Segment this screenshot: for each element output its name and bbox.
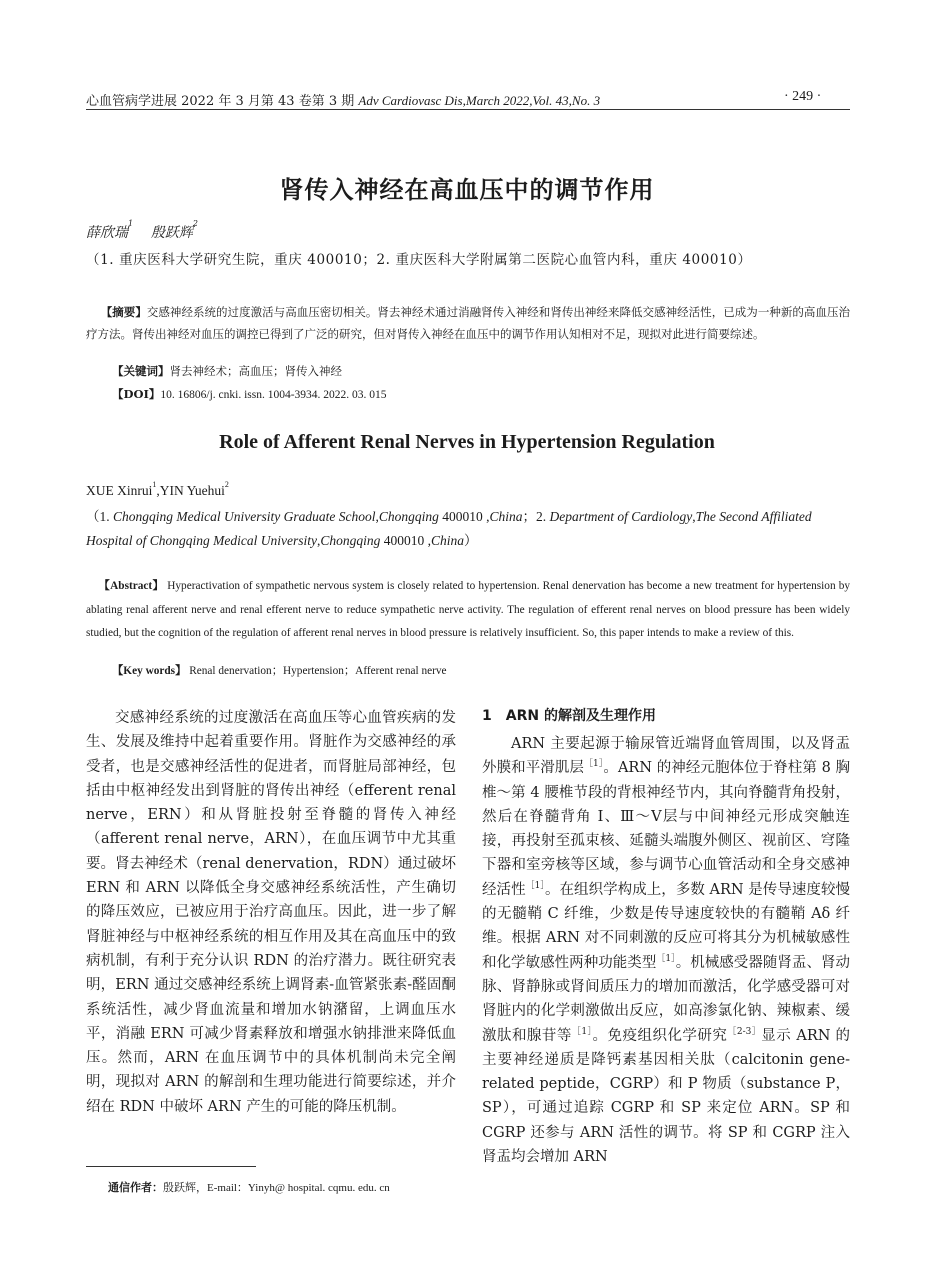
keywords-label: 【Key words】 xyxy=(112,665,187,677)
english-title: Role of Afferent Renal Nerves in Hypertension Regulation xyxy=(219,431,715,453)
body-text: 。ARN 的神经元胞体位于脊柱第 8 胸椎～第 4 腰椎节段的背根神经节内，其向脊髓背角投射，然后在脊髓背角 Ⅰ、Ⅲ～Ⅴ层与中间神经元形成突触连接，再投射至孤束核、延髓头端腹外侧区、视前区、穹隆下器和室旁核等区域，参与调节心血管活动和全身交感神经活性 xyxy=(482,760,850,898)
chinese-affiliation: （1. 重庆医科大学研究生院，重庆 400010；2. 重庆医科大学附属第二医院心血管内科，重庆 400010） xyxy=(86,252,752,268)
affil-marker: 2 xyxy=(224,480,229,489)
abstract-text: 交感神经系统的过度激活与高血压密切相关。肾去神经术通过消融肾传入神经和肾传出神经来降低交感神经活性，已成为一种新的高血压治疗方法。肾传出神经对血压的调控已得到了广泛的研究，但对肾传入神经在血压中的调节作用认知相对不足，现拟对此进行简要综述。 xyxy=(86,305,851,341)
body-text: 显示 ARN 的主要神经递质是降钙素基因相关肽（calcitonin gene-related peptide，CGRP）和 P 物质（substance P，SP），可通过追踪 CGRP 和 SP 来定位 ARN。SP 和 CGRP 还参与 ARN 活性的调节。将 SP 和 CGRP 注入肾盂均会增加 ARN xyxy=(482,1027,851,1166)
keywords-text: 肾去神经术；高血压；肾传入神经 xyxy=(169,364,342,378)
chinese-title: 肾传入神经在高血压中的调节作用 xyxy=(279,176,655,204)
keywords-label: 【关键词】 xyxy=(112,364,170,378)
footnote-rule xyxy=(86,1166,256,1167)
affil-marker: 2 xyxy=(192,219,198,228)
author-name: 殷跃辉 xyxy=(150,225,193,241)
corresponding-author xyxy=(108,1179,390,1195)
affil-marker: 1 xyxy=(128,219,134,228)
abstract-label: 【摘要】 xyxy=(100,305,147,319)
citation-marker: ［1］ xyxy=(656,953,676,964)
journal-citation-en: Adv Cardiovasc Dis xyxy=(358,93,463,108)
citation-marker: ［1］ xyxy=(525,880,545,891)
affil-text: Chongqing xyxy=(320,533,381,548)
author-name: YIN Yuehui xyxy=(159,483,225,498)
abstract-text: Hyperactivation of sympathetic nervous system is closely related to hypertension. Renal denervation has become a new treatment for hypertension by ablating renal afferent nerve and renal efferent nerve to reduce sympathetic nerve activity. The regulation of efferent renal nerves on blood pressure has been widely studied, but the cognition of the regulation of afferent renal nerves in blood pressure is relatively insufficient. So, this paper intends to make a review of this. xyxy=(86,580,851,639)
chinese-authors xyxy=(86,219,198,242)
citation-marker: ［2-3］ xyxy=(727,1026,762,1037)
page-number: · 249 · xyxy=(784,89,822,104)
journal-citation-cn: 心血管病学进展 2022 年 3 月第 43 卷第 3 期 xyxy=(86,94,355,109)
affil-text: , xyxy=(316,533,321,548)
affil-text: （1. xyxy=(86,509,113,524)
affil-text: Department of Cardiology xyxy=(549,509,693,524)
running-header xyxy=(86,90,600,109)
affil-text: , xyxy=(692,509,696,524)
journal-citation-en-rest: ,March 2022,Vol. 43,No. 3 xyxy=(462,93,601,108)
citation-marker: ［1］ xyxy=(583,759,604,770)
body-text: 。免疫组织化学研究 xyxy=(592,1027,728,1044)
author-name: 薛欣瑞 xyxy=(86,225,128,241)
english-keywords xyxy=(112,662,447,678)
doi-line xyxy=(112,386,387,402)
affil-text: ；2. xyxy=(522,509,550,524)
affil-text: Chongqing xyxy=(378,509,439,524)
affil-text: , xyxy=(375,509,379,524)
body-right-column xyxy=(482,732,850,1169)
citation-marker: ［1］ xyxy=(571,1026,593,1037)
english-abstract xyxy=(86,575,850,646)
affil-text: China xyxy=(489,509,523,524)
section-heading: 1 ARN 的解剖及生理作用 xyxy=(482,708,656,724)
affil-text: Chongqing Medical University Graduate School xyxy=(113,509,376,524)
footnote-label: 通信作者： xyxy=(108,1181,163,1194)
doi-value: 10. 16806/j. cnki. issn. 1004-3934. 2022. 03. 015 xyxy=(160,389,387,401)
footnote-text: 殷跃辉，E-mail：Yinyh@ hospital. cqmu. edu. cn xyxy=(163,1182,390,1194)
keywords-text: Renal denervation；Hypertension；Afferent renal nerve xyxy=(189,665,447,677)
english-affiliation xyxy=(86,505,852,553)
body-paragraph: 交感神经系统的过度激活在高血压等心血管疾病的发生、发展及维持中起着重要作用。肾脏作为交感神经的承受者，也是交感神经活性的促进者，而肾脏局部神经，包括由中枢神经发出到肾脏的肾传出神经（efferent renal nerve，ERN）和从肾脏投射至脊髓的肾传入神经（afferent renal nerve，ARN），在血压调节中尤其重要。肾去神经术（renal denervation，RDN）通过破坏 ERN 和 ARN 以降低全身交感神经系统活性，产生确切的降压效应，已被应用于治疗高血压。因此，进一步了解肾脏神经与中枢神经系统的相互作用及其在高血压中的致病机制，有利于充分认识 RDN 的治疗潜力。既往研究表明，ERN 通过交感神经系统上调肾素-血管紧张素-醛固酮系统活性，减少肾血流量和增加水钠潴留，上调血压水平，消融 ERN 可减少肾素释放和增强水钠排泄来降低血压。然而，ARN 在血压调节中的具体机制尚未完全阐明，现拟对 ARN 的解剖和生理功能进行简要综述，并介绍在 RDN 中破坏 ARN 产生的可能的降压机制。 xyxy=(86,710,456,1115)
header-rule xyxy=(86,109,850,110)
doi-label: 【DOI】 xyxy=(112,387,161,401)
affil-marker: 1 xyxy=(152,480,157,489)
chinese-keywords xyxy=(112,363,342,379)
affil-text: 400010 , xyxy=(380,533,431,548)
abstract-label: 【Abstract】 xyxy=(98,580,165,592)
body-text: ARN 主要起源于输尿管近端肾血管周围，以及肾盂外膜和平滑肌层 xyxy=(482,736,850,777)
english-authors: XUE Xinrui$^1$,YIN Yuehui$^2$ xyxy=(86,480,229,498)
chinese-abstract xyxy=(86,301,850,345)
affil-text: China xyxy=(431,533,465,548)
author-name: XUE Xinrui xyxy=(86,483,153,498)
affil-text: 400010 , xyxy=(438,509,490,524)
body-left-column xyxy=(86,706,456,1119)
affil-text: ） xyxy=(464,533,478,548)
body-text: 。在组织学构成上，多数 ARN 是传导速度较慢的无髓鞘 C 纤维，少数是传导速度较快的有髓鞘 Aδ 纤维。根据 ARN 对不同刺激的反应可将其分为机械敏感性和化学敏感性两种功能类型 xyxy=(482,881,850,971)
body-text: 。机械感受器随肾盂、肾动脉、肾静脉或肾间质压力的增加而激活，化学感受器可对肾脏内的化学刺激做出反应，如高渗氯化钠、辣椒素、缓激肽和腺苷等 xyxy=(482,954,851,1044)
affil-text: The Second Affiliated Hospital of Chongqing Medical University xyxy=(86,509,812,548)
